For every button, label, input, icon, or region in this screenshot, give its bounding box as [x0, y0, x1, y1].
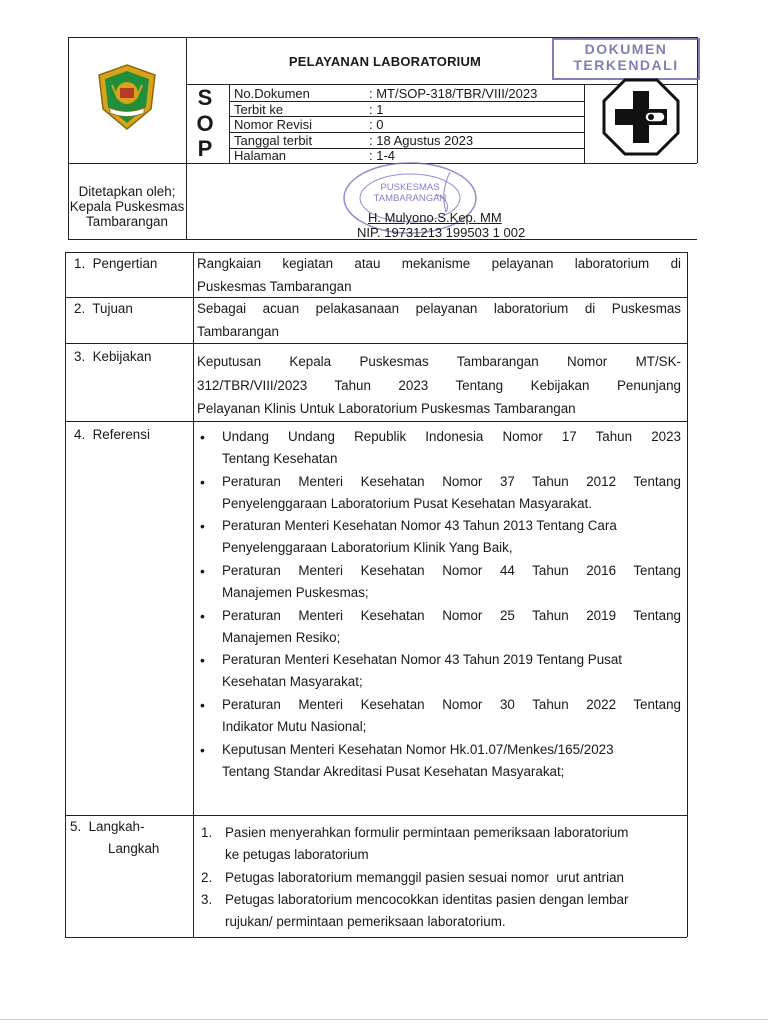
- puskesmas-logo: [601, 77, 681, 157]
- reference-item: • Peraturan Menteri Kesehatan Nomor 30 Tahun 2022 Tentang Indikator Mutu Nasional;: [197, 694, 681, 738]
- reference-item: • Peraturan Menteri Kesehatan Nomor 43 Tahun 2013 Tentang Cara Penyelenggaraan Laboratorium Klinik Yang Baik,: [197, 515, 681, 559]
- meta-value-nomor-revisi: : 0: [369, 117, 384, 132]
- page-title: PELAYANAN LABORATORIUM: [288, 54, 482, 69]
- reference-item: • Peraturan Menteri Kesehatan Nomor 37 Tahun 2012 Tentang Penyelenggaraan Laboratorium Pusat Kesehatan Masyarakat.: [197, 471, 681, 515]
- section-body-tujuan: Sebagai acuan pelakasanaan pelayanan laboratorium di Puskesmas Tambarangan: [197, 301, 681, 339]
- section-body-referensi: [197, 426, 681, 784]
- section-body-langkah: [201, 822, 681, 934]
- meta-label-halaman: Halaman: [234, 148, 287, 163]
- step-item: 3. Petugas laboratorium mencocokkan identitas pasien dengan lembar rujukan/ permintaan pemeriksaan laboratorium.: [201, 892, 629, 929]
- reference-item: • Peraturan Menteri Kesehatan Nomor 43 Tahun 2019 Tentang Pusat Kesehatan Masyarakat;: [197, 649, 681, 693]
- meta-label-nomor-revisi: Nomor Revisi: [234, 117, 313, 132]
- regional-logo: [96, 63, 158, 131]
- section-label-tujuan: 2. Tujuan: [74, 301, 133, 316]
- sop-letter-p: P: [197, 136, 213, 161]
- reference-item: • Keputusan Menteri Kesehatan Nomor Hk.01.07/Menkes/165/2023 Tentang Standar Akreditasi Pusat Kesehatan Masyarakat;: [197, 739, 681, 783]
- meta-label-tanggal-terbit: Tanggal terbit: [234, 133, 313, 148]
- meta-label-terbit-ke: Terbit ke: [234, 102, 284, 117]
- section-body-kebijakan: Keputusan Kepala Puskesmas Tambarangan Nomor MT/SK- 312/TBR/VIII/2023 Tahun 2023 Tentang Kebijakan Penunjang Pelayanan Klinis Untuk Laboratorium Puskesmas Tambarangan: [197, 354, 681, 416]
- reference-item: • Peraturan Menteri Kesehatan Nomor 25 Tahun 2019 Tentang Manajemen Resiko;: [197, 605, 681, 649]
- meta-label-no-dokumen: No.Dokumen: [234, 86, 310, 101]
- controlled-document-stamp: DOKUMEN TERKENDALI: [552, 38, 700, 80]
- meta-value-halaman: : 1-4: [369, 148, 396, 163]
- signer-name: H. Mulyono.S.Kep. MM: [368, 210, 502, 225]
- reference-item: • Peraturan Menteri Kesehatan Nomor 44 Tahun 2016 Tentang Manajemen Puskesmas;: [197, 560, 681, 604]
- section-label-referensi: 4. Referensi: [74, 427, 150, 442]
- sop-letter-o: O: [196, 111, 214, 136]
- sop-letter-s: S: [197, 85, 213, 110]
- section-label-kebijakan: 3. Kebijakan: [74, 349, 152, 364]
- step-item: 1. Pasien menyerahkan formulir permintaan pemeriksaan laboratorium ke petugas laboratorium: [201, 825, 629, 862]
- official-seal-stamp: PUSKESMAS TAMBARANGAN: [340, 160, 480, 236]
- meta-value-terbit-ke: : 1: [369, 102, 384, 117]
- reference-item: • Undang Undang Republik Indonesia Nomor 17 Tahun 2023 Tentang Kesehatan: [197, 426, 681, 470]
- step-item: 2. Petugas laboratorium memanggil pasien sesuai nomor urut antrian: [201, 869, 624, 885]
- section-label-pengertian: 1. Pengertian: [74, 256, 158, 271]
- meta-value-no-dokumen: : MT/SOP-318/TBR/VIII/2023: [369, 86, 538, 101]
- page-bottom-edge: [0, 1019, 768, 1020]
- signer-nip: NIP. 19731213 199503 1 002: [357, 225, 526, 240]
- meta-value-tanggal-terbit: : 18 Agustus 2023: [369, 133, 474, 148]
- established-by: Ditetapkan oleh; Kepala Puskesmas Tambarangan: [69, 184, 185, 229]
- section-body-pengertian: Rangkaian kegiatan atau mekanisme pelayanan laboratorium di Puskesmas Tambarangan: [197, 256, 681, 294]
- section-label-langkah: 5. Langkah- Langkah: [70, 819, 160, 856]
